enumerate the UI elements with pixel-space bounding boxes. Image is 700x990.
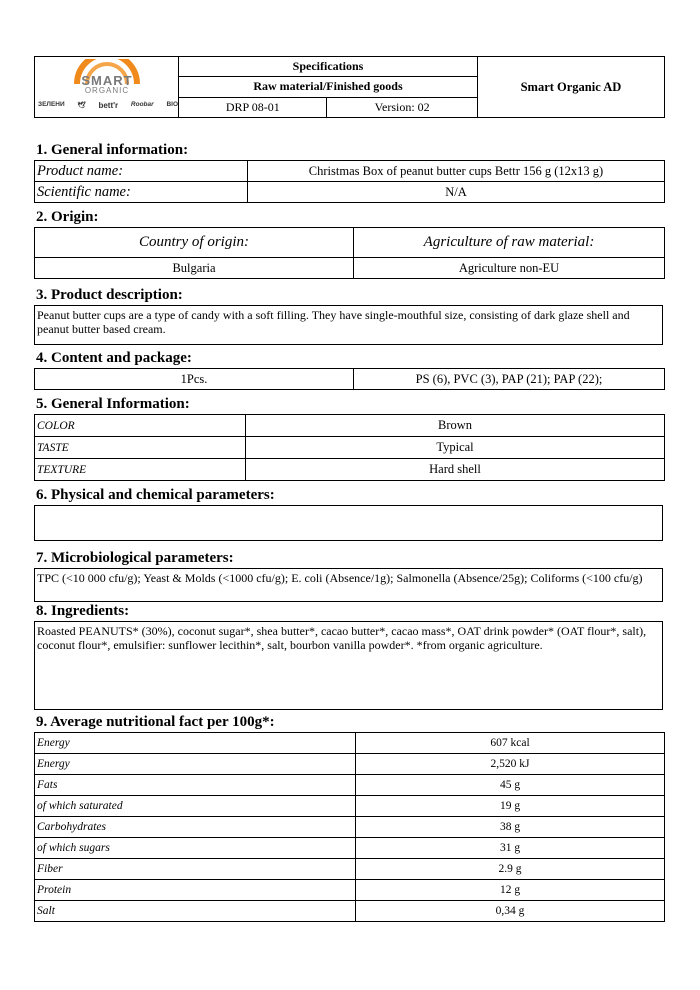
package-content: 1Pcs. (35, 369, 354, 390)
product-name-label: Product name: (35, 161, 248, 182)
doc-version: Version: 02 (327, 97, 477, 117)
taste-label: TASTE (35, 437, 246, 459)
nutrition-value: 0,34 g (356, 901, 665, 922)
micro-box: TPC (<10 000 cfu/g); Yeast & Molds (<1000 cfu/g); E. coli (Absence/1g); Salmonella (Absence/25g); Coliforms (<100 cfu/g) (34, 568, 663, 602)
nutrition-value: 31 g (356, 838, 665, 859)
texture-value: Hard shell (246, 459, 665, 481)
color-label: COLOR (35, 415, 246, 437)
company-name: Smart Organic AD (477, 57, 664, 118)
nutrition-label: of which saturated (35, 796, 356, 817)
section-nutrition: 9. Average nutritional fact per 100g*: (36, 714, 275, 730)
nutrition-value: 607 kcal (356, 733, 665, 754)
brand-strip (38, 101, 178, 110)
country-value: Bulgaria (35, 258, 354, 279)
agriculture-label: Agriculture of raw material: (354, 228, 665, 258)
brand-bettr: bett'r (98, 101, 119, 110)
section-general-info: 1. General information: (36, 142, 189, 158)
package-table (34, 368, 665, 390)
taste-value: Typical (246, 437, 665, 459)
description-box: Peanut butter cups are a type of candy with a soft filling. They have single-mouthful size, consisting of dark glaze shell and peanut butter based cream. (34, 305, 663, 345)
organoleptic-table (34, 414, 665, 481)
scientific-name-label: Scientific name: (35, 182, 248, 203)
product-name-value: Christmas Box of peanut butter cups Bettr 156 g (12x13 g) (248, 161, 665, 182)
ingredients-box: Roasted PEANUTS* (30%), coconut sugar*, shea butter*, cacao butter*, cacao mass*, OAT drink powder* (OAT flour*, salt), coconut flour*, emulsifier: sunflower lecithin*, salt, bourbon vanilla powder*. *from organic agriculture. (34, 621, 663, 710)
color-value: Brown (246, 415, 665, 437)
section-micro: 7. Microbiological parameters: (36, 550, 234, 566)
agriculture-value: Agriculture non-EU (354, 258, 665, 279)
section-physical: 6. Physical and chemical parameters: (36, 487, 275, 503)
doc-subtitle: Raw material/Finished goods (179, 77, 478, 97)
country-label: Country of origin: (35, 228, 354, 258)
brand-roobar: Roobar (130, 101, 154, 108)
bird-icon: 🕊 (77, 102, 86, 109)
section-package: 4. Content and package: (36, 350, 192, 366)
header-table (34, 56, 665, 118)
nutrition-table (34, 732, 665, 922)
nutrition-label: Energy (35, 733, 356, 754)
logo-cell (35, 57, 179, 118)
nutrition-label: Salt (35, 901, 356, 922)
brand-zeleni: ЗЕЛЕНИ (38, 101, 65, 108)
general-table (34, 160, 665, 203)
scientific-name-value: N/A (248, 182, 665, 203)
nutrition-value: 2,520 kJ (356, 754, 665, 775)
physical-box (34, 505, 663, 541)
section-organoleptic: 5. General Information: (36, 396, 190, 412)
texture-label: TEXTURE (35, 459, 246, 481)
logo-text-organic: ORGANIC (84, 86, 130, 95)
origin-table (34, 227, 665, 279)
brand-bio: BIO (166, 101, 178, 108)
nutrition-label: of which sugars (35, 838, 356, 859)
section-ingredients: 8. Ingredients: (36, 603, 130, 619)
nutrition-label: Energy (35, 754, 356, 775)
nutrition-label: Carbohydrates (35, 817, 356, 838)
nutrition-value: 38 g (356, 817, 665, 838)
package-material: PS (6), PVC (3), PAP (21); PAP (22); (354, 369, 665, 390)
nutrition-value: 19 g (356, 796, 665, 817)
section-origin: 2. Origin: (36, 209, 99, 225)
doc-code: DRP 08-01 (179, 97, 327, 117)
nutrition-value: 12 g (356, 880, 665, 901)
logo-text-smart: SMART (81, 73, 133, 88)
section-description: 3. Product description: (36, 287, 183, 303)
nutrition-label: Protein (35, 880, 356, 901)
nutrition-label: Fats (35, 775, 356, 796)
nutrition-value: 45 g (356, 775, 665, 796)
doc-title: Specifications (179, 57, 478, 77)
nutrition-value: 2.9 g (356, 859, 665, 880)
nutrition-label: Fiber (35, 859, 356, 880)
